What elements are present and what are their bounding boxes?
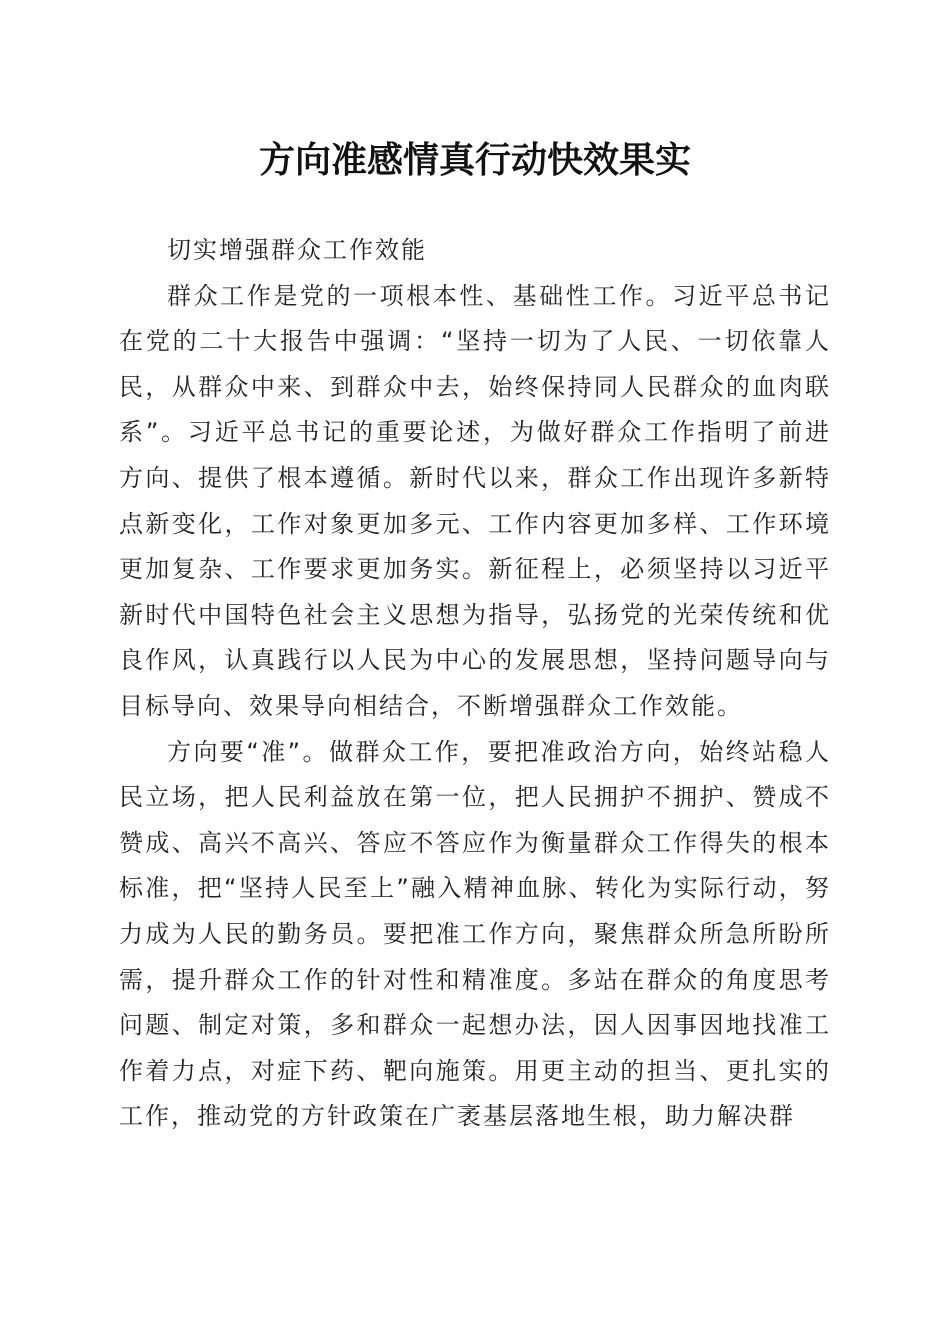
document-title: 方向准感情真行动快效果实 [258,139,691,181]
subtitle-paragraph: 切实增强群众工作效能 [167,236,427,264]
document-body [119,228,831,1140]
body-paragraph-2: 方向要“准”。做群众工作，要把准政治方向，始终站稳人民立场，把人民利益放在第一位，把人民拥护不拥护、赞成不赞成、高兴不高兴、答应不答应作为衡量群众工作得失的根本标准，把“坚持人民至上”融入精神血脉、转化为实际行动，努力成为人民的勤务员。要把准工作方向，聚焦群众所急所盼所需，提升群众工作的针对性和精准度。多站在群众的角度思考问题、制定对策，多和群众一起想办法，因人因事因地找准工作着力点，对症下药、靶向施策。用更主动的担当、更扎实的工作，推动党的方针政策在广袤基层落地生根，助力解决群 [119,737,831,1131]
body-paragraph-1: 群众工作是党的一项根本性、基础性工作。习近平总书记在党的二十大报告中强调：“坚持一切为了人民、一切依靠人民，从群众中来、到群众中去，始终保持同人民群众的血肉联系”。习近平总书记的重要论述，为做好群众工作指明了前进方向、提供了根本遵循。新时代以来，群众工作出现许多新特点新变化，工作对象更加多元、工作内容更加多样、工作环境更加复杂、工作要求更加务实。新征程上，必须坚持以习近平新时代中国特色社会主义思想为指导，弘扬党的光荣传统和优良作风，认真践行以人民为中心的发展思想，坚持问题导向与目标导向、效果导向相结合，不断增强群众工作效能。 [119,281,831,720]
